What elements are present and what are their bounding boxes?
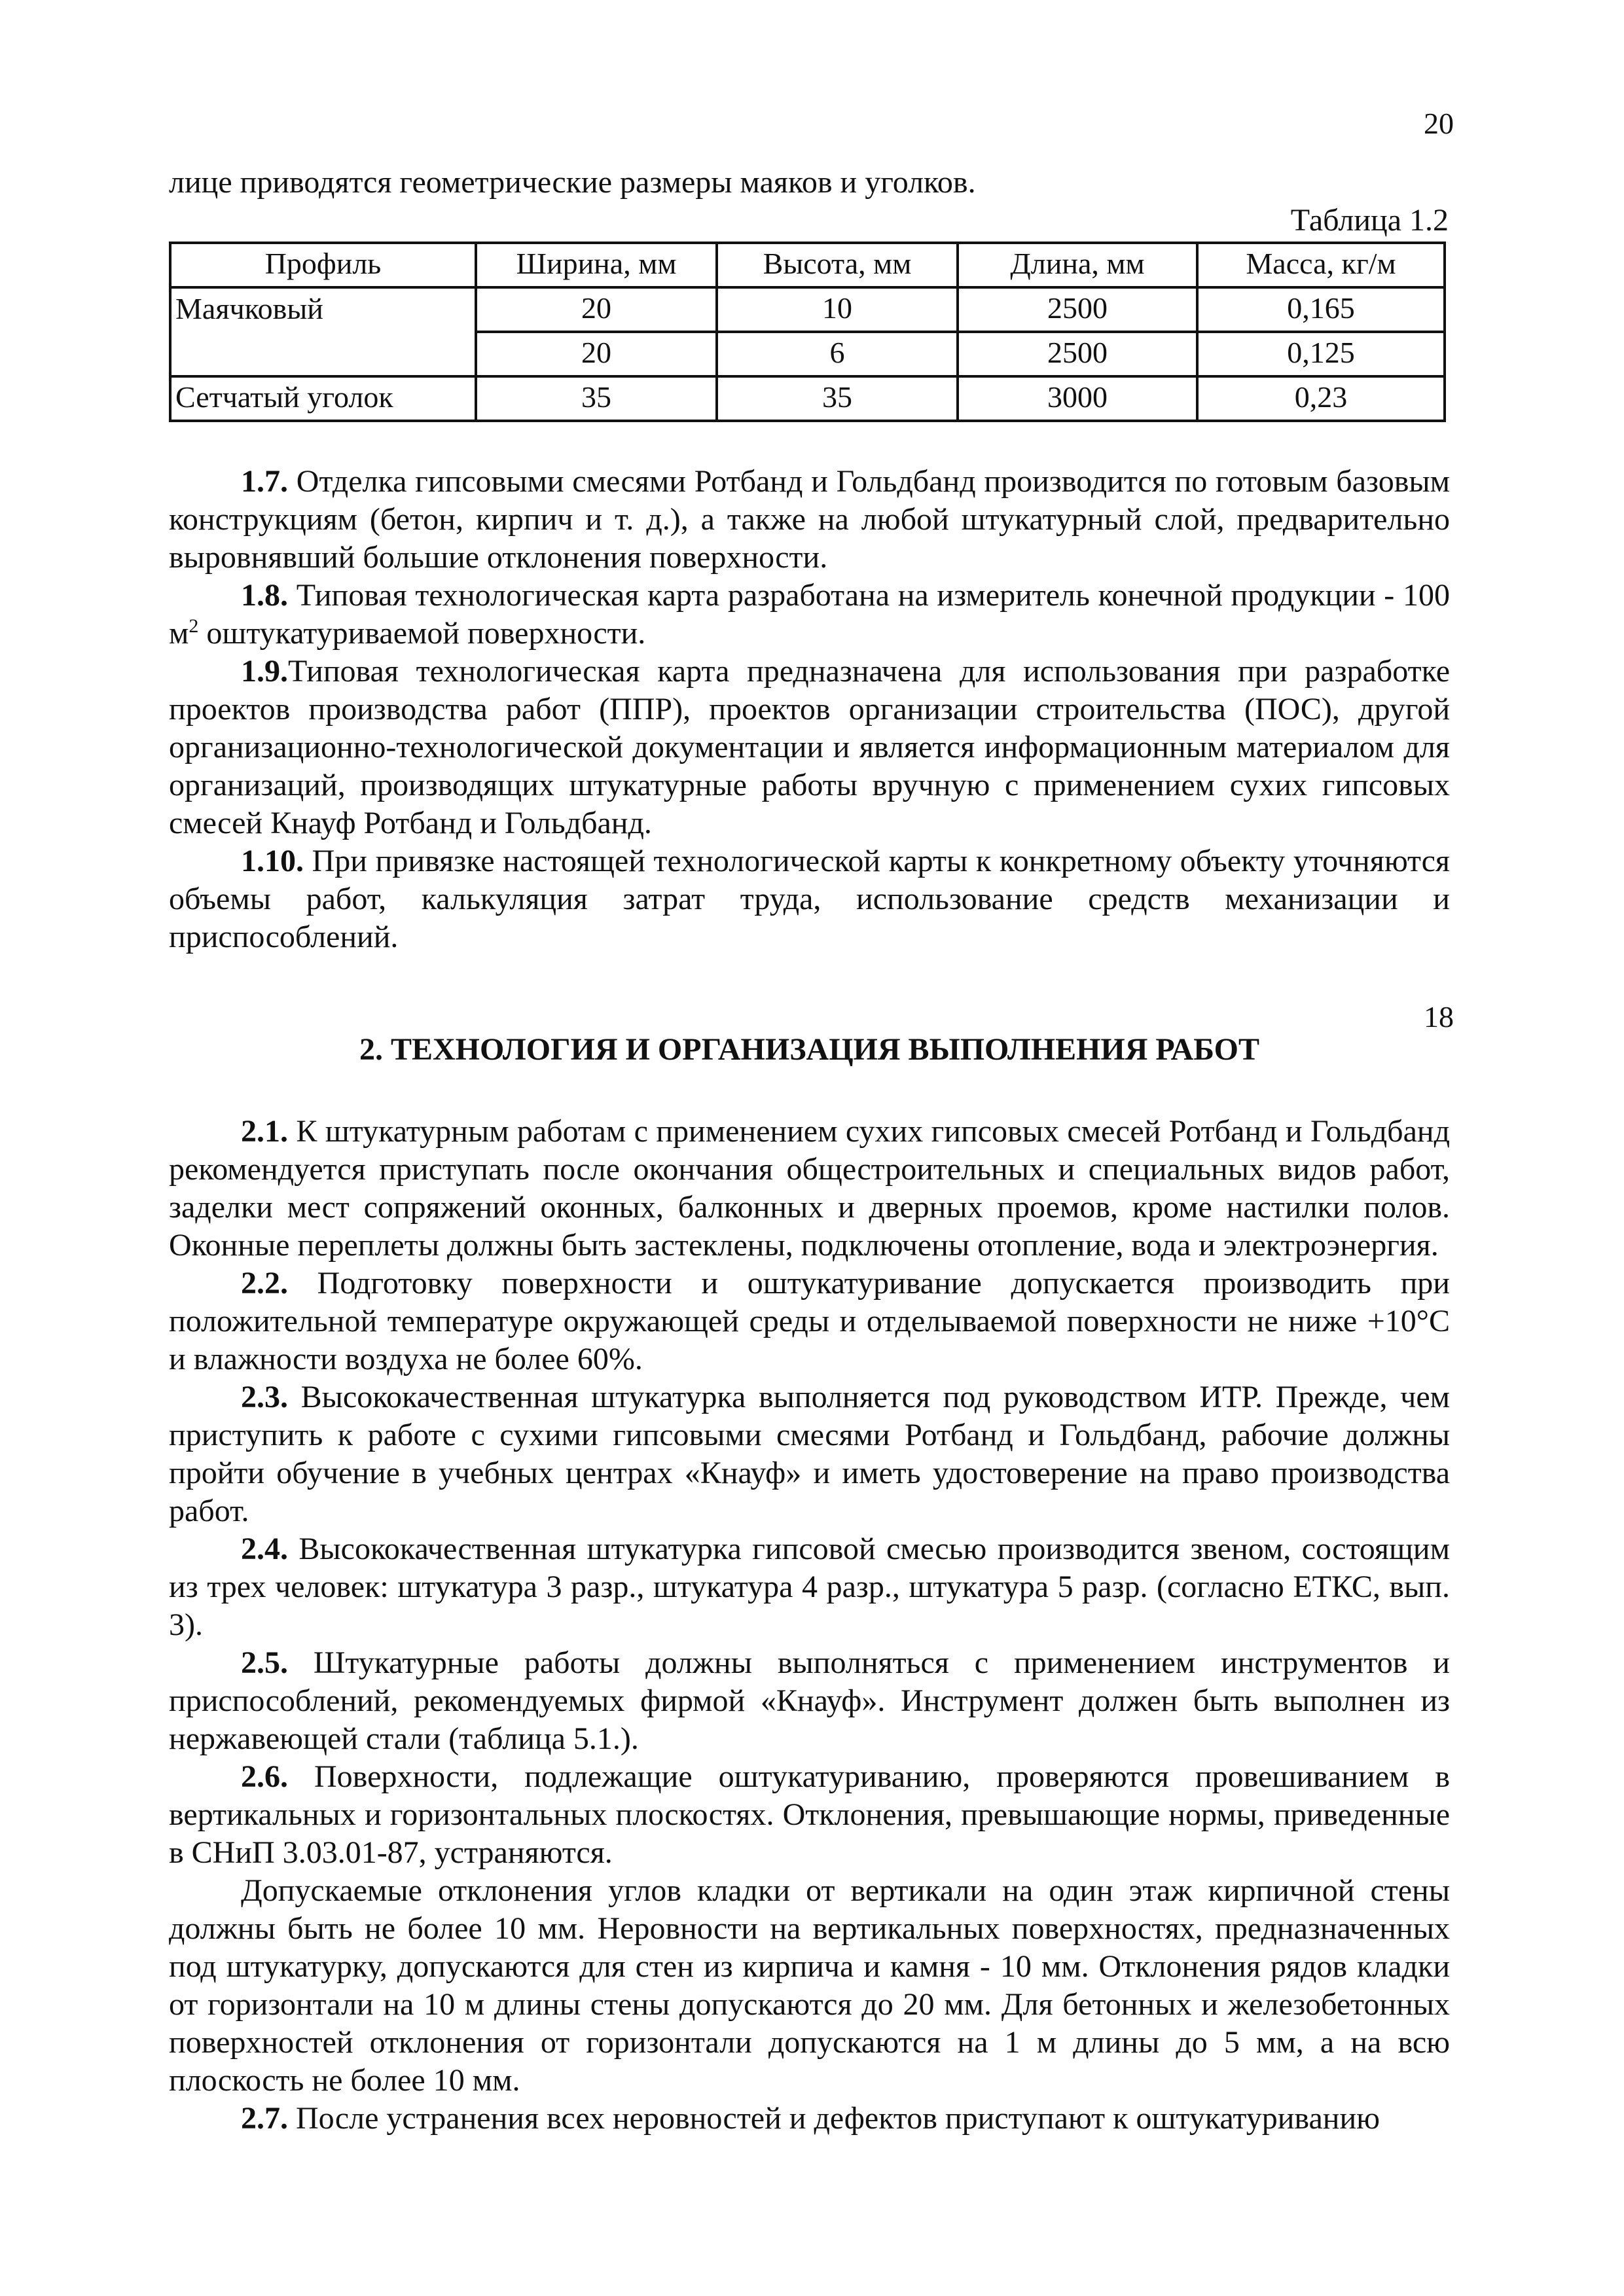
paragraph-number: 2.2. bbox=[241, 1266, 288, 1300]
paragraph-text: Типовая технологическая карта предназначена для использования при разработке проектов производства работ (ППР), проектов организации строительства (ПОС), другой организационно-технологической документации и является информационным материалом для организаций, производящих штукатурные работы вручную с применением сухих гипсовых смесей Кнауф Ротбанд и Гольдбанд. bbox=[169, 654, 1450, 840]
section-2-body bbox=[169, 1113, 1450, 2138]
paragraph-text: При привязке настоящей технологической карты к конкретному объекту уточняются объемы работ, калькуляция затрат труда, использование средств механизации и приспособлений. bbox=[169, 844, 1450, 954]
profile-cell: Маячковый bbox=[170, 287, 476, 332]
length-cell: 3000 bbox=[958, 376, 1197, 421]
mass-cell: 0,23 bbox=[1197, 376, 1445, 421]
profile-cell: Сетчатый уголок bbox=[170, 376, 476, 421]
paragraph-text: Поверхности, подлежащие оштукатуриванию, проверяются провешиванием в вертикальных и горизонтальных плоскостях. Отклонения, превышающие нормы, приведенные в СНиП 3.03.01-87, устраняются. bbox=[169, 1759, 1450, 1870]
paragraph-number: 1.7. bbox=[241, 464, 288, 499]
page-number: 20 bbox=[1424, 107, 1454, 140]
paragraph-2-1 bbox=[169, 1113, 1450, 1265]
paragraph-tolerances: Допускаемые отклонения углов кладки от вертикали на один этаж кирпичной стены должны быть не более 10 мм. Неровности на вертикальных поверхностях, предназначенных под штукатурку, допускаются для стен из кирпича и камня - 10 мм. Отклонения рядов кладки от горизонтали на 10 м длины стены допускаются до 20 мм. Для бетонных и железобетонных поверхностей отклонения от горизонтали допускаются на 1 м длины до 5 мм, а на всю плоскость не более 10 мм. bbox=[169, 1873, 1450, 2098]
paragraph-1-8 bbox=[169, 577, 1450, 653]
paragraph-text: Отделка гипсовыми смесями Ротбанд и Гольдбанд производится по готовым базовым конструкциям (бетон, кирпич и т. д.), а также на любой штукатурный слой, предварительно выровнявший большие отклонения поверхности. bbox=[169, 464, 1450, 575]
paragraph-1-10 bbox=[169, 842, 1450, 956]
mass-cell: 0,125 bbox=[1197, 332, 1445, 376]
width-cell: 20 bbox=[476, 287, 717, 332]
height-cell: 6 bbox=[717, 332, 958, 376]
section-2-heading: 2. ТЕХНОЛОГИЯ И ОРГАНИЗАЦИЯ ВЫПОЛНЕНИЯ РАБОТ bbox=[359, 1032, 1260, 1067]
length-cell: 2500 bbox=[958, 287, 1197, 332]
paragraph-text: К штукатурным работам с применением сухих гипсовых смесей Ротбанд и Гольдбанд рекомендуется приступать после окончания общестроительных и специальных видов работ, заделки мест сопряжений оконных, балконных и дверных проемов, кроме настилки полов. Оконные переплеты должны быть застеклены, подключены отопление, вода и электроэнергия. bbox=[169, 1114, 1450, 1263]
paragraph-text: После устранения всех неровностей и дефектов приступают к оштукатуриванию bbox=[288, 2101, 1380, 2136]
superscript: 2 bbox=[189, 615, 199, 637]
paragraph-number: 2.4. bbox=[241, 1532, 288, 1566]
length-cell: 2500 bbox=[958, 332, 1197, 376]
paragraph-number: 2.5. bbox=[241, 1645, 288, 1680]
paragraph-2-2 bbox=[169, 1265, 1450, 1378]
table-caption: Таблица 1.2 bbox=[1290, 203, 1449, 238]
table-row bbox=[170, 376, 1445, 421]
paragraph-text: оштукатуриваемой поверхности. bbox=[198, 616, 646, 651]
paragraph-number: 2.6. bbox=[241, 1759, 288, 1794]
paragraph-1-7 bbox=[169, 463, 1450, 577]
section-1-body bbox=[169, 463, 1450, 956]
table-header-row bbox=[170, 243, 1445, 287]
column-header: Высота, мм bbox=[717, 243, 958, 287]
height-cell: 35 bbox=[717, 376, 958, 421]
column-header: Профиль bbox=[170, 243, 476, 287]
column-header: Ширина, мм bbox=[476, 243, 717, 287]
profiles-table bbox=[169, 242, 1446, 422]
paragraph-2-6 bbox=[169, 1758, 1450, 1872]
width-cell: 20 bbox=[476, 332, 717, 376]
paragraph-text: Подготовку поверхности и оштукатуривание допускается производить при положительной температуре окружающей среды и отделываемой поверхности не ниже +10°С и влажности воздуха не более 60%. bbox=[169, 1266, 1450, 1376]
paragraph-2-7 bbox=[169, 2100, 1450, 2138]
width-cell: 35 bbox=[476, 376, 717, 421]
paragraph-2-5 bbox=[169, 1644, 1450, 1758]
column-header: Длина, мм bbox=[958, 243, 1197, 287]
paragraph-number: 1.8. bbox=[241, 578, 288, 613]
paragraph-number: 1.10. bbox=[241, 844, 304, 878]
paragraph-text: Высококачественная штукатурка выполняется под руководством ИТР. Прежде, чем приступить к работе с сухими гипсовыми смесями Ротбанд и Гольдбанд, рабочие должны пройти обучение в учебных центрах «Кнауф» и иметь удостоверение на право производства работ. bbox=[169, 1380, 1450, 1528]
paragraph-1-9 bbox=[169, 653, 1450, 842]
intro-line: лице приводятся геометрические размеры маяков и уголков. bbox=[169, 165, 976, 200]
paragraph-2-4 bbox=[169, 1530, 1450, 1644]
paragraph-number: 2.3. bbox=[241, 1380, 288, 1414]
profile-cell bbox=[170, 332, 476, 376]
paragraph-text: Высококачественная штукатурка гипсовой смесью производится звеном, состоящим из трех человек: штукатура 3 разр., штукатура 4 разр., штукатура 5 разр. (согласно ЕТКС, вып. 3). bbox=[169, 1532, 1450, 1642]
paragraph-text: Штукатурные работы должны выполняться с применением инструментов и приспособлений, рекомендуемых фирмой «Кнауф». Инструмент должен быть выполнен из нержавеющей стали (таблица 5.1.). bbox=[169, 1645, 1450, 1756]
paragraph-number: 1.9. bbox=[241, 654, 288, 689]
height-cell: 10 bbox=[717, 287, 958, 332]
inner-page-number: 18 bbox=[1424, 1000, 1454, 1033]
mass-cell: 0,165 bbox=[1197, 287, 1445, 332]
column-header: Масса, кг/м bbox=[1197, 243, 1445, 287]
table-row bbox=[170, 332, 1445, 376]
table-row bbox=[170, 287, 1445, 332]
paragraph-number: 2.1. bbox=[241, 1114, 288, 1149]
paragraph-text: Типовая технологическая карта разработана на измеритель конечной продукции - 100 м bbox=[169, 578, 1450, 651]
paragraph-number: 2.7. bbox=[241, 2101, 288, 2136]
paragraph-2-3 bbox=[169, 1378, 1450, 1530]
